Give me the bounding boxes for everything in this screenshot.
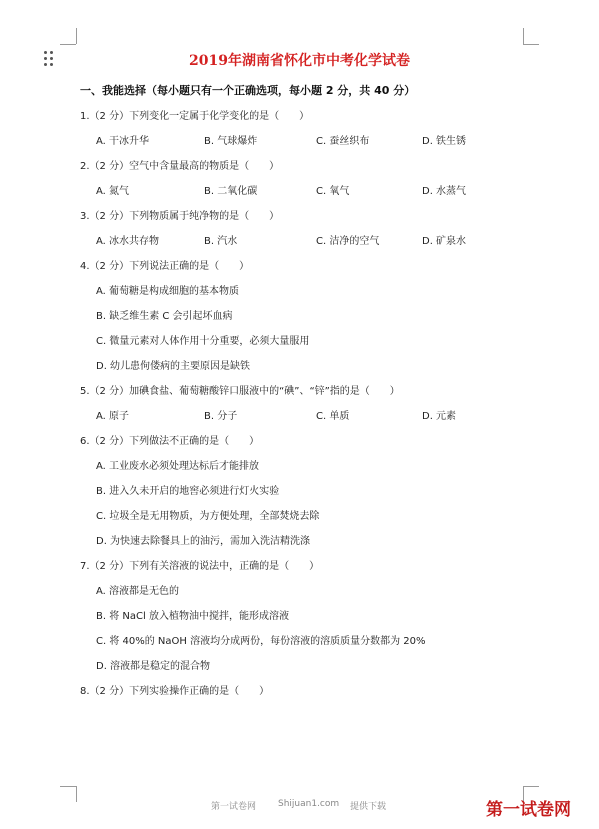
section-heading: 一、我能选择（每小题只有一个正确选项，每小题 2 分，共 40 分）	[80, 84, 416, 97]
option-a: A. 工业废水必须处理达标后才能排放	[96, 461, 260, 472]
option-c: C. 单质	[316, 411, 350, 422]
crop-mark	[60, 44, 76, 45]
option-d: D. 矿泉水	[422, 236, 467, 247]
question-3-stem: 3.（2 分）下列物质属于纯净物的是（ ）	[80, 211, 280, 222]
option-d: D. 溶液都是稳定的混合物	[96, 661, 211, 672]
question-8-stem: 8.（2 分）下列实验操作正确的是（ ）	[80, 686, 270, 697]
question-2-stem: 2.（2 分）空气中含量最高的物质是（ ）	[80, 161, 280, 172]
crop-mark	[76, 28, 77, 44]
option-a: A. 原子	[96, 411, 130, 422]
crop-mark	[523, 44, 539, 45]
crop-mark	[523, 28, 524, 44]
option-d: D. 元素	[422, 411, 457, 422]
option-b: B. 二氧化碳	[204, 186, 258, 197]
watermark-logo: 第一试卷网	[486, 800, 571, 820]
footer-right: 提供下载	[350, 802, 387, 812]
option-c: C. 氧气	[316, 186, 350, 197]
option-c: C. 将 40%的 NaOH 溶液均分成两份，每份溶液的溶质质量分数都为 20%	[96, 636, 426, 647]
question-5-options	[96, 407, 496, 421]
question-7-stem: 7.（2 分）下列有关溶液的说法中，正确的是（ ）	[80, 561, 320, 572]
option-c: C. 垃圾全是无用物质，为方便处理，全部焚烧去除	[96, 511, 320, 522]
option-c: C. 微量元素对人体作用十分重要，必须大量服用	[96, 336, 310, 347]
option-c: C. 洁净的空气	[316, 236, 380, 247]
crop-mark	[523, 786, 539, 787]
option-b: B. 气球爆炸	[204, 136, 258, 147]
option-a: A. 溶液都是无色的	[96, 586, 180, 597]
option-b: B. 进入久未开启的地窖必须进行灯火实验	[96, 486, 280, 497]
option-d: D. 铁生锈	[422, 136, 467, 147]
option-b: B. 缺乏维生素 C 会引起坏血病	[96, 311, 233, 322]
option-d: D. 为快速去除餐具上的油污，需加入洗洁精洗涤	[96, 536, 311, 547]
question-1-stem: 1.（2 分）下列变化一定属于化学变化的是（ ）	[80, 111, 310, 122]
option-d: D. 幼儿患佝偻病的主要原因是缺铁	[96, 361, 251, 372]
option-b: B. 将 NaCl 放入植物油中搅拌，能形成溶液	[96, 611, 289, 622]
option-a: A. 葡萄糖是构成细胞的基本物质	[96, 286, 240, 297]
question-2-options	[96, 182, 496, 196]
option-d: D. 水蒸气	[422, 186, 467, 197]
crop-mark	[60, 786, 76, 787]
question-4-stem: 4.（2 分）下列说法正确的是（ ）	[80, 261, 250, 272]
option-a: A. 干冰升华	[96, 136, 150, 147]
question-5-stem: 5.（2 分）加碘食盐、葡萄糖酸锌口服液中的“碘”、“锌”指的是（ ）	[80, 386, 400, 397]
option-b: B. 汽水	[204, 236, 238, 247]
question-1-options	[96, 132, 496, 146]
option-a: A. 氮气	[96, 186, 130, 197]
question-3-options	[96, 232, 496, 246]
question-6-stem: 6.（2 分）下列做法不正确的是（ ）	[80, 436, 260, 447]
option-b: B. 分子	[204, 411, 238, 422]
footer-left: 第一试卷网	[211, 802, 257, 812]
crop-mark	[76, 786, 77, 802]
footer-middle: Shijuan1.com	[278, 799, 340, 809]
page-title: 2019年湖南省怀化市中考化学试卷	[189, 53, 410, 69]
option-a: A. 冰水共存物	[96, 236, 160, 247]
option-c: C. 蚕丝织布	[316, 136, 370, 147]
